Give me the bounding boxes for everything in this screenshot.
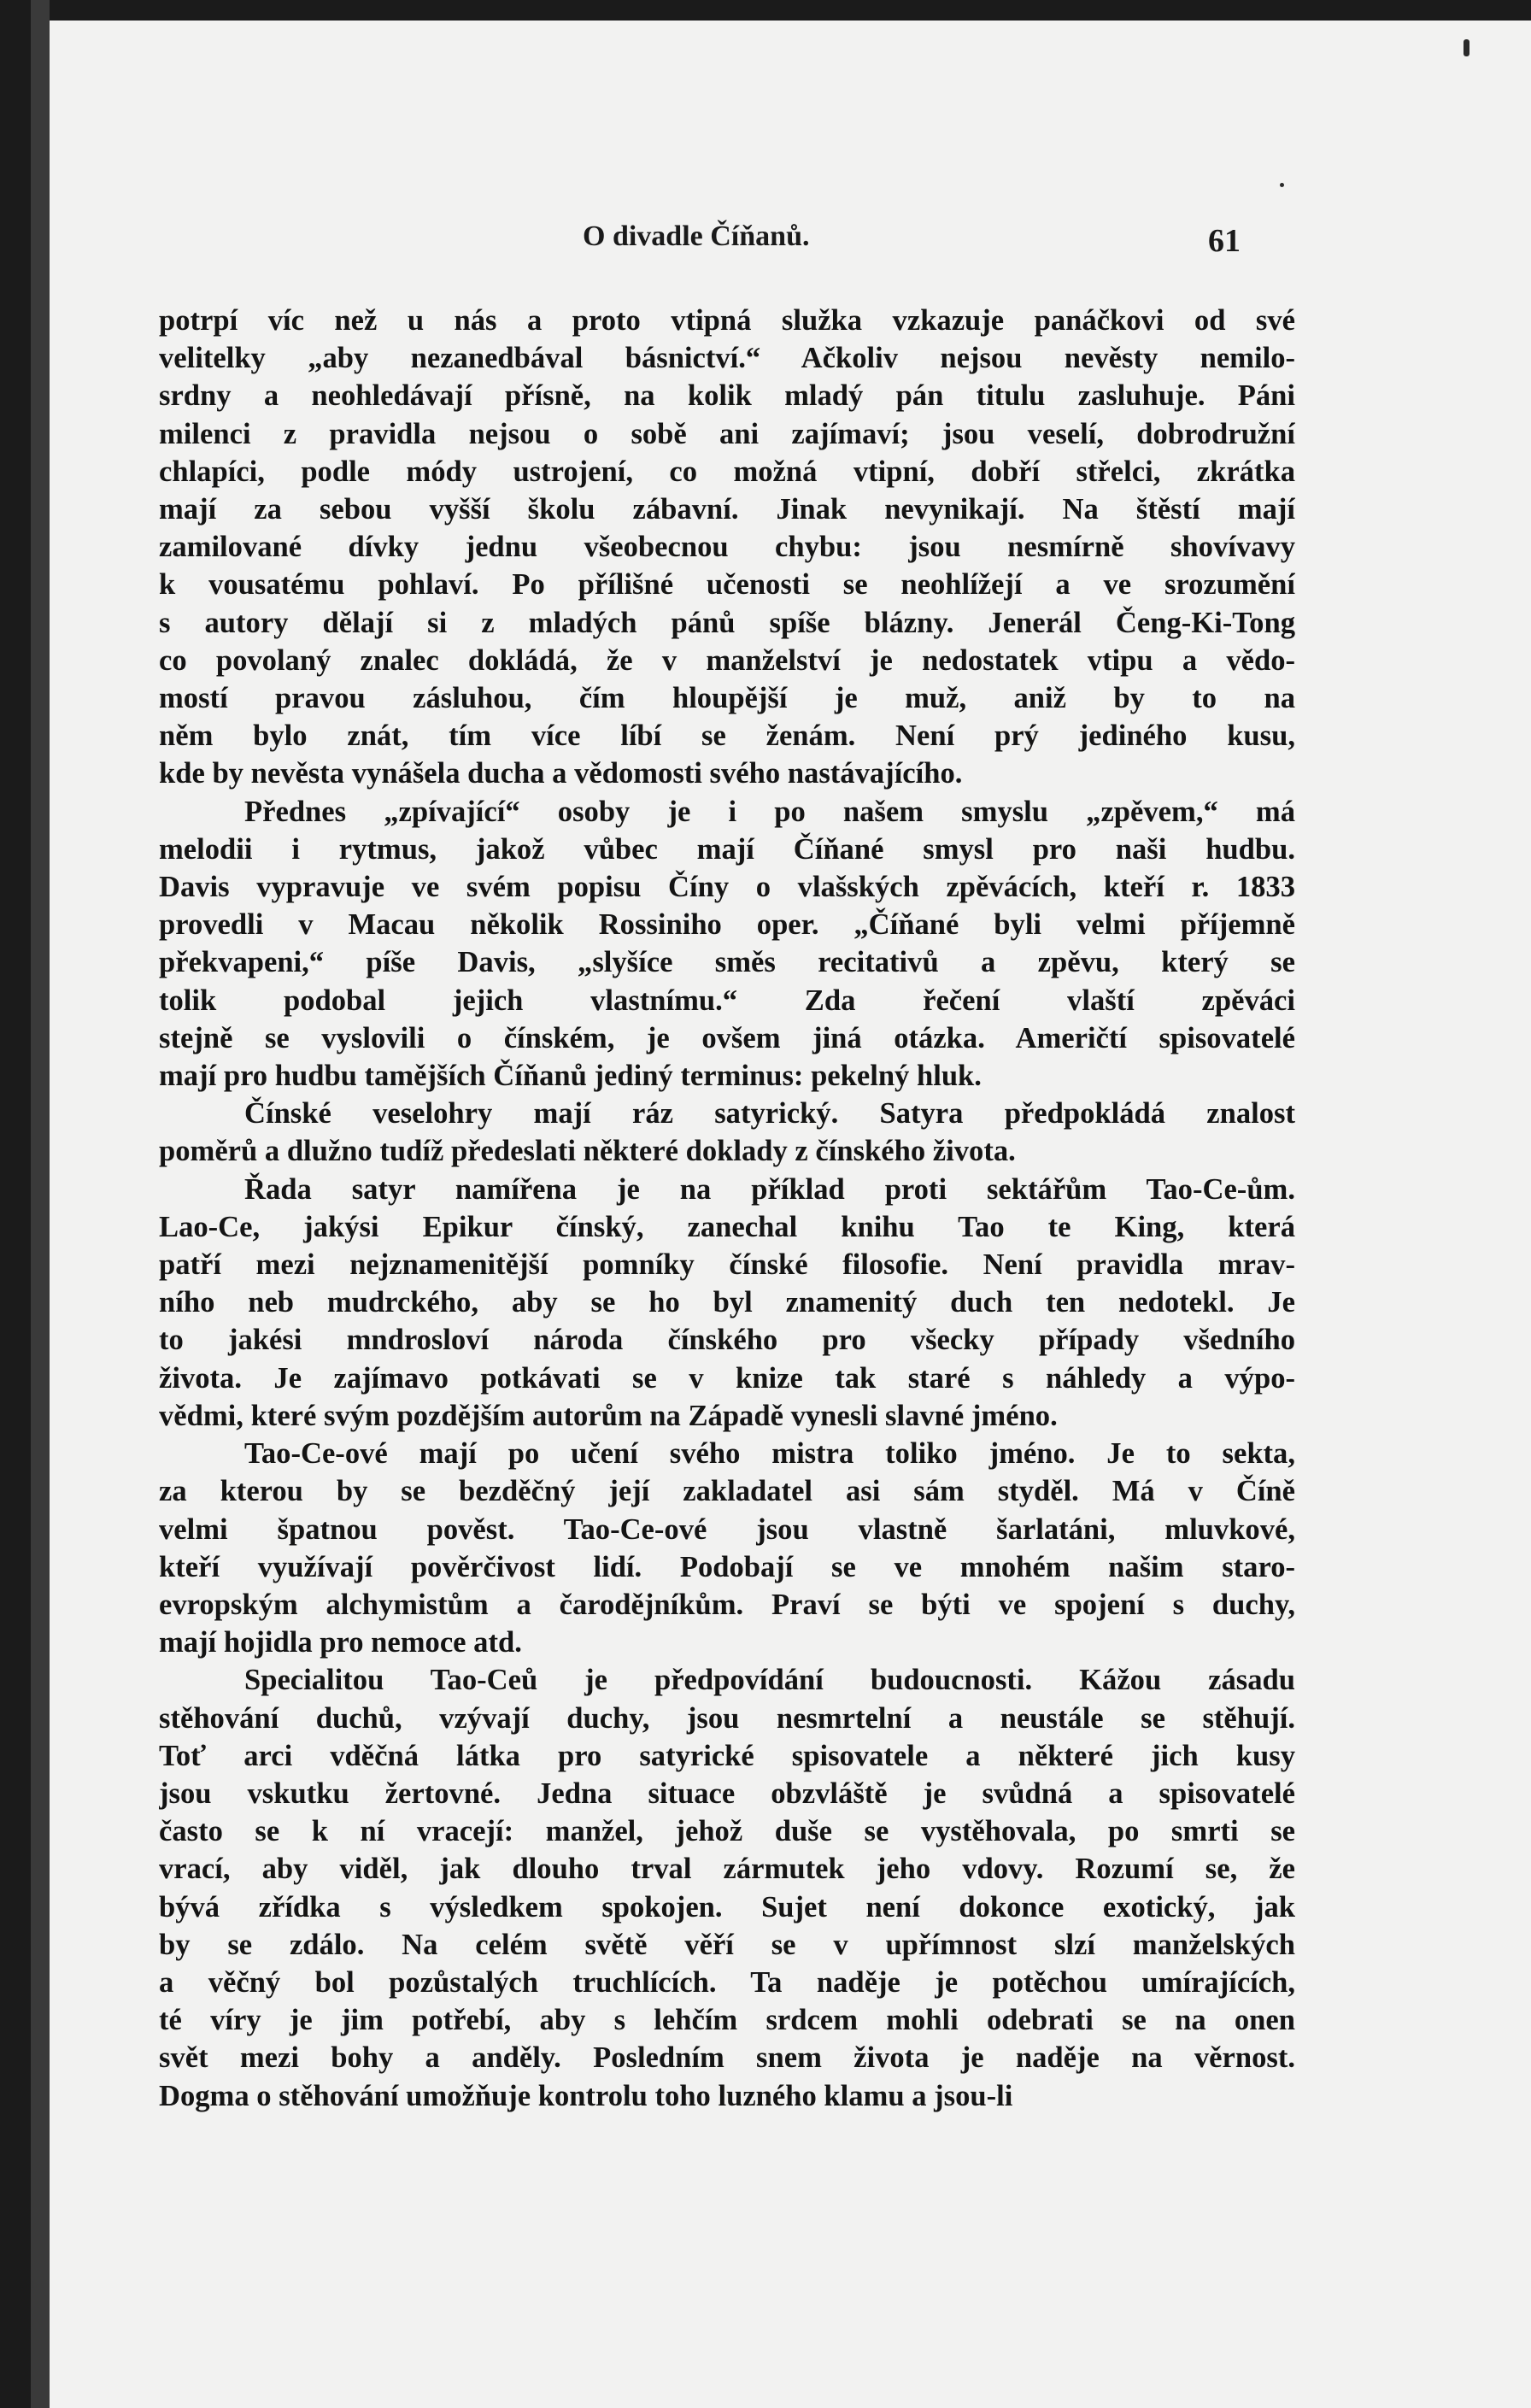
page-header <box>50 214 1531 265</box>
text-line: té víry je jim potřebí, aby s lehčím srdcem mohli odebrati se na onen <box>159 2004 1295 2037</box>
text-line: velmi špatnou pověst. Tao-Ce-ové jsou vlastně šarlatáni, mluvkové, <box>159 1512 1295 1546</box>
text-line: Lao-Ce, jakýsi Epikur čínský, zanechal knihu Tao te King, která <box>159 1210 1295 1243</box>
text-line: srdny a neohledávají přísně, na kolik mladý pán titulu zasluhuje. Páni <box>159 379 1295 413</box>
text-line: ního neb mudrckého, aby se ho byl znamenitý duch ten nedotekl. Je <box>159 1286 1295 1319</box>
text-line: Toť arci vděčná látka pro satyrické spisovatele a některé jich kusy <box>159 1739 1295 1772</box>
text-line: mají pro hudbu tamějších Číňanů jediný terminus: pekelný hluk. <box>159 1060 982 1093</box>
text-line: něm bylo znát, tím více líbí se ženám. Není prý jediného kusu, <box>159 719 1295 753</box>
text-line: potrpí víc než u nás a proto vtipná služka vzkazuje panáčkovi od své <box>159 304 1295 337</box>
page-gutter-shadow <box>31 0 50 2408</box>
text-line: kde by nevěsta vynášela ducha a vědomosti svého nastávajícího. <box>159 757 963 790</box>
text-line: vědmi, které svým pozdějším autorům na Západě vynesli slavné jméno. <box>159 1399 1058 1432</box>
text-line: kteří využívají pověrčivost lidí. Podobají se ve mnohém našim staro- <box>159 1550 1295 1583</box>
text-line: Čínské veselohry mají ráz satyrický. Satyra předpokládá znalost <box>244 1097 1295 1131</box>
text-line: za kterou by se bezděčný její zakladatel asi sám styděl. Má v Číně <box>159 1475 1295 1508</box>
text-line: bývá zřídka s výsledkem spokojen. Sujet není dokonce exotický, jak <box>159 1890 1295 1923</box>
text-line: překvapeni,“ píše Davis, „slyšíce směs recitativů a zpěvu, který se <box>159 946 1295 979</box>
paragraph <box>159 302 1295 793</box>
text-line: velitelky „aby nezanedbával básnictví.“ Ačkoliv nejsou nevěsty nemilo- <box>159 342 1295 375</box>
text-line: milenci z pravidla nejsou o sobě ani zajímaví; jsou veselí, dobrodružní <box>159 417 1295 450</box>
text-line: tolik podobal jejich vlastnímu.“ Zda řečení vlaští zpěváci <box>159 984 1295 1017</box>
print-speck <box>1280 183 1284 187</box>
text-line: to jakési mndrosloví národa čínského pro všecky případy všedního <box>159 1324 1295 1357</box>
running-title: O divadle Číňanů. <box>583 220 810 252</box>
text-line: evropským alchymistům a čarodějníkům. Praví se býti ve spojení s duchy, <box>159 1588 1295 1621</box>
page-number: 61 <box>1208 223 1241 259</box>
paragraph <box>159 1171 1295 1435</box>
text-line: k vousatému pohlaví. Po přílišné učenosti se neohlížejí a ve srozumění <box>159 568 1295 602</box>
text-line: by se zdálo. Na celém světě věří se v upřímnost slzí manželských <box>159 1928 1295 1961</box>
text-line: jsou vskutku žertovné. Jedna situace obzvláště je svůdná a spisovatelé <box>159 1777 1295 1810</box>
text-line: Přednes „zpívající“ osoby je i po našem smyslu „zpěvem,“ má <box>244 795 1295 828</box>
paragraph <box>159 793 1295 1095</box>
text-line: Specialitou Tao-Ceů je předpovídání budoucnosti. Kážou zásadu <box>244 1664 1295 1697</box>
text-line: mají hojidla pro nemoce atd. <box>159 1626 522 1659</box>
paragraph <box>159 1661 1295 2114</box>
text-line: Dogma o stěhování umožňuje kontrolu toho luzného klamu a jsou-li <box>159 2079 1013 2112</box>
text-line: mostí pravou zásluhou, čím hloupější je muž, aniž by to na <box>159 682 1295 715</box>
text-line: Řada satyr namířena je na příklad proti sektářům Tao-Ce-ům. <box>244 1172 1295 1206</box>
text-line: a věčný bol pozůstalých truchlících. Ta naděje je potěchou umírajících, <box>159 1965 1295 1999</box>
text-line: často se k ní vracejí: manžel, jehož duše se vystěhovala, po smrti se <box>159 1815 1295 1848</box>
text-line: co povolaný znalec dokládá, že v manželství je nedostatek vtipu a vědo- <box>159 643 1295 677</box>
text-line: zamilované dívky jednu všeobecnou chybu: jsou nesmírně shovívavy <box>159 531 1295 564</box>
text-line: provedli v Macau několik Rossiniho oper. „Číňané byli velmi příjemně <box>159 908 1295 942</box>
text-line: stěhování duchů, vzývají duchy, jsou nesmrtelní a neustále se stěhují. <box>159 1701 1295 1735</box>
text-line: vrací, aby viděl, jak dlouho trval zármutek jeho vdovy. Rozumí se, že <box>159 1853 1295 1886</box>
text-line: Davis vypravuje ve svém popisu Číny o vlašských zpěvácích, kteří r. 1833 <box>159 871 1295 904</box>
text-line: chlapíci, podle módy ustrojení, co možná vtipní, dobří střelci, zkrátka <box>159 455 1295 488</box>
body-text <box>159 302 1295 2115</box>
text-line: mají za sebou vyšší školu zábavní. Jinak nevynikají. Na štěstí mají <box>159 493 1295 526</box>
text-line: patří mezi nejznamenitější pomníky čínské filosofie. Není pravidla mrav- <box>159 1248 1295 1282</box>
text-line: Tao-Ce-ové mají po učení svého mistra toliko jméno. Je to sekta, <box>244 1437 1295 1471</box>
text-line: melodii i rytmus, jakož vůbec mají Číňané smysl pro naši hudbu. <box>159 832 1295 866</box>
print-speck <box>1464 39 1469 56</box>
paragraph <box>159 1435 1295 1661</box>
text-line: poměrů a dlužno tudíž předeslati některé doklady z čínského života. <box>159 1135 1016 1168</box>
text-line: života. Je zajímavo potkávati se v knize tak staré s náhledy a výpo- <box>159 1361 1295 1395</box>
paragraph <box>159 1095 1295 1170</box>
text-line: svět mezi bohy a anděly. Posledním snem života je naděje na věrnost. <box>159 2041 1295 2075</box>
text-line: s autory dělají si z mladých pánů spíše blázny. Jenerál Čeng-Ki-Tong <box>159 606 1295 639</box>
text-line: stejně se vyslovili o čínském, je ovšem jiná otázka. Američtí spisovatelé <box>159 1021 1295 1054</box>
book-page <box>50 21 1531 2408</box>
